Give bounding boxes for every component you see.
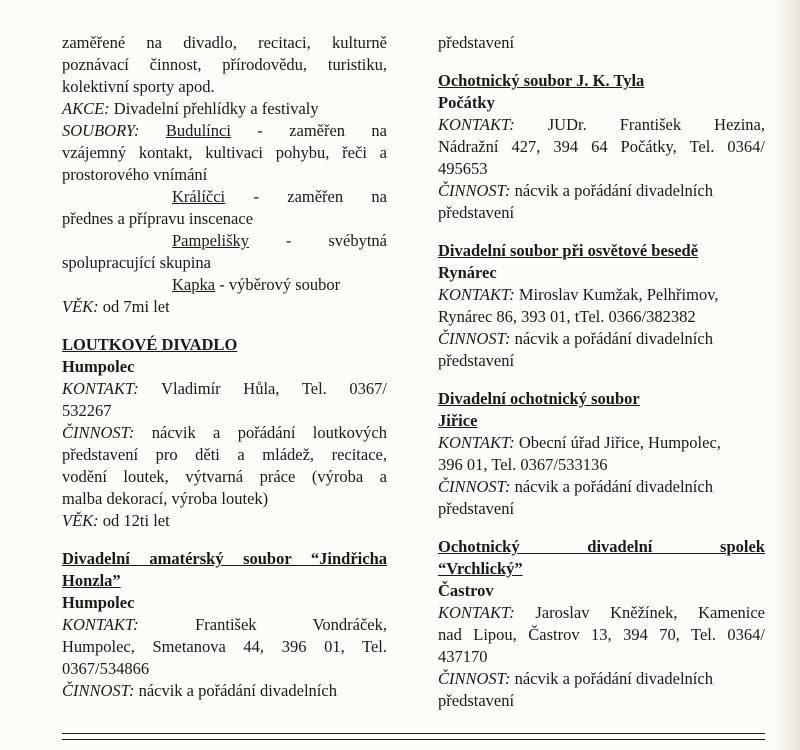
bottom-rule <box>62 739 765 740</box>
ensemble-desc: - výběrový soubor <box>215 275 341 294</box>
cinnost-label: ČINNOST: <box>438 477 511 496</box>
vek-line <box>62 510 387 532</box>
cinnost-label: ČINNOST: <box>62 423 135 442</box>
cinnost-line <box>438 328 765 350</box>
ensemble-line <box>62 230 387 252</box>
cinnost-label: ČINNOST: <box>438 669 511 688</box>
cinnost-cont: představení <box>438 691 515 710</box>
ensemble-line <box>62 186 387 208</box>
cinnost-text: nácvik a pořádání divadelních <box>510 181 713 200</box>
intro-line: poznávací činnost, přírodovědu, turistiku, <box>62 55 387 74</box>
section-heading: “Vrchlický” <box>438 559 523 578</box>
kontakt-text: Vladimír Hůla, Tel. 0367/ <box>138 379 387 398</box>
cinnost-line <box>62 680 387 702</box>
ensemble-desc-line: přednes a přípravu inscenace <box>62 209 254 228</box>
kontakt-cont: 396 01, Tel. 0367/533136 <box>438 455 608 474</box>
place-name: Humpolec <box>62 593 135 612</box>
place-name: Jiřice <box>438 411 478 430</box>
bottom-rule <box>62 733 765 734</box>
kontakt-text: Miroslav Kumžak, Pelhřimov, <box>514 285 719 304</box>
ensemble-desc: - svébytná <box>249 231 387 250</box>
cinnost-text: nácvik a pořádání divadelních <box>510 669 713 688</box>
kontakt-cont: Rynárec 86, 393 01, tTel. 0366/382382 <box>438 307 696 326</box>
cinnost-cont: představení <box>438 203 515 222</box>
kontakt-line <box>438 114 765 136</box>
section-heading: Ochotnický soubor J. K. Tyla <box>438 71 645 90</box>
cinnost-cont: představení <box>438 499 515 518</box>
vek-text: od 7mi let <box>98 297 170 316</box>
kontakt-label: KONTAKT: <box>438 285 515 304</box>
ensemble-desc: - zaměřen na <box>225 187 387 206</box>
kontakt-text: JUDr. František Hezina, <box>514 115 765 134</box>
section-heading: LOUTKOVÉ DIVADLO <box>62 335 238 354</box>
section-heading: Divadelní amatérský soubor “Jindřicha <box>62 549 387 568</box>
cinnost-text: nácvik a pořádání divadelních <box>134 681 337 700</box>
ensemble-desc-line: prostorového vnímání <box>62 165 208 184</box>
kontakt-cont: Nádražní 427, 394 64 Počátky, Tel. 0364/ <box>438 137 765 156</box>
kontakt-text: Jaroslav Kněžínek, Kamenice <box>514 603 765 622</box>
cinnost-text: nácvik a pořádání divadelních <box>510 329 713 348</box>
ensemble-desc-line: vzájemný kontakt, kultivaci pohybu, řeči a <box>62 143 387 162</box>
akce-text: Divadelní přehlídky a festivaly <box>109 99 319 118</box>
vek-line <box>62 296 387 318</box>
ensemble-name: Králíčci <box>172 187 226 206</box>
akce-line <box>62 98 387 120</box>
intro-line: zaměřené na divadlo, recitaci, kulturně <box>62 33 387 52</box>
ensemble-line <box>62 274 387 296</box>
kontakt-label: KONTAKT: <box>438 603 515 622</box>
cinnost-label: ČINNOST: <box>438 329 511 348</box>
kontakt-line <box>438 432 765 454</box>
cinnost-label: ČINNOST: <box>62 681 135 700</box>
cinnost-line <box>438 668 765 690</box>
continued-line: představení <box>438 33 515 52</box>
kontakt-cont: 0367/534866 <box>62 659 150 678</box>
section-heading: Ochotnický divadelní spolek <box>438 537 765 556</box>
kontakt-cont: 495653 <box>438 159 488 178</box>
section-heading: Divadelní ochotnický soubor <box>438 389 640 408</box>
kontakt-line <box>62 614 387 636</box>
ensemble-name: Pampelišky <box>172 231 249 250</box>
soubory-label: SOUBORY: <box>62 121 140 140</box>
soubory-line <box>62 120 387 142</box>
kontakt-line <box>62 378 387 400</box>
cinnost-cont: malba dekorací, výroba loutek) <box>62 489 269 508</box>
kontakt-text: František Vondráček, <box>138 615 387 634</box>
ensemble-desc: - zaměřen na <box>230 121 387 140</box>
place-name: Častrov <box>438 581 494 600</box>
left-column <box>62 32 387 702</box>
cinnost-cont: vodění loutek, výtvarná práce (výroba a <box>62 467 387 486</box>
kontakt-text: Obecní úřad Jiřice, Humpolec, <box>514 433 721 452</box>
cinnost-text: nácvik a pořádání loutkových <box>134 423 387 442</box>
section-heading: Honzla” <box>62 571 121 590</box>
cinnost-cont: představení <box>438 351 515 370</box>
akce-label: AKCE: <box>62 99 110 118</box>
ensemble-desc-line: spolupracující skupina <box>62 253 211 272</box>
cinnost-line <box>438 476 765 498</box>
kontakt-line <box>438 284 765 306</box>
cinnost-label: ČINNOST: <box>438 181 511 200</box>
section-heading: Divadelní soubor při osvětové besedě <box>438 241 699 260</box>
kontakt-label: KONTAKT: <box>438 433 515 452</box>
ensemble-name: Budulínci <box>165 121 231 140</box>
cinnost-line <box>438 180 765 202</box>
kontakt-label: KONTAKT: <box>62 615 139 634</box>
vek-text: od 12ti let <box>98 511 170 530</box>
place-name: Počátky <box>438 93 495 112</box>
intro-line: kolektivní sporty apod. <box>62 77 215 96</box>
vek-label: VĚK: <box>62 511 99 530</box>
right-column <box>438 32 765 712</box>
ensemble-name: Kapka <box>172 275 216 294</box>
kontakt-line <box>438 602 765 624</box>
vek-label: VĚK: <box>62 297 99 316</box>
place-name: Humpolec <box>62 357 135 376</box>
place-name: Rynárec <box>438 263 497 282</box>
kontakt-label: KONTAKT: <box>438 115 515 134</box>
cinnost-cont: představení pro děti a mládež, recitace, <box>62 445 387 464</box>
kontakt-label: KONTAKT: <box>62 379 139 398</box>
kontakt-cont: Humpolec, Smetanova 44, 396 01, Tel. <box>62 637 387 656</box>
kontakt-cont: 437170 <box>438 647 488 666</box>
page-edge <box>772 0 800 750</box>
cinnost-text: nácvik a pořádání divadelních <box>510 477 713 496</box>
kontakt-cont: 532267 <box>62 401 112 420</box>
kontakt-cont: nad Lipou, Častrov 13, 394 70, Tel. 0364/ <box>438 625 765 644</box>
cinnost-line <box>62 422 387 444</box>
